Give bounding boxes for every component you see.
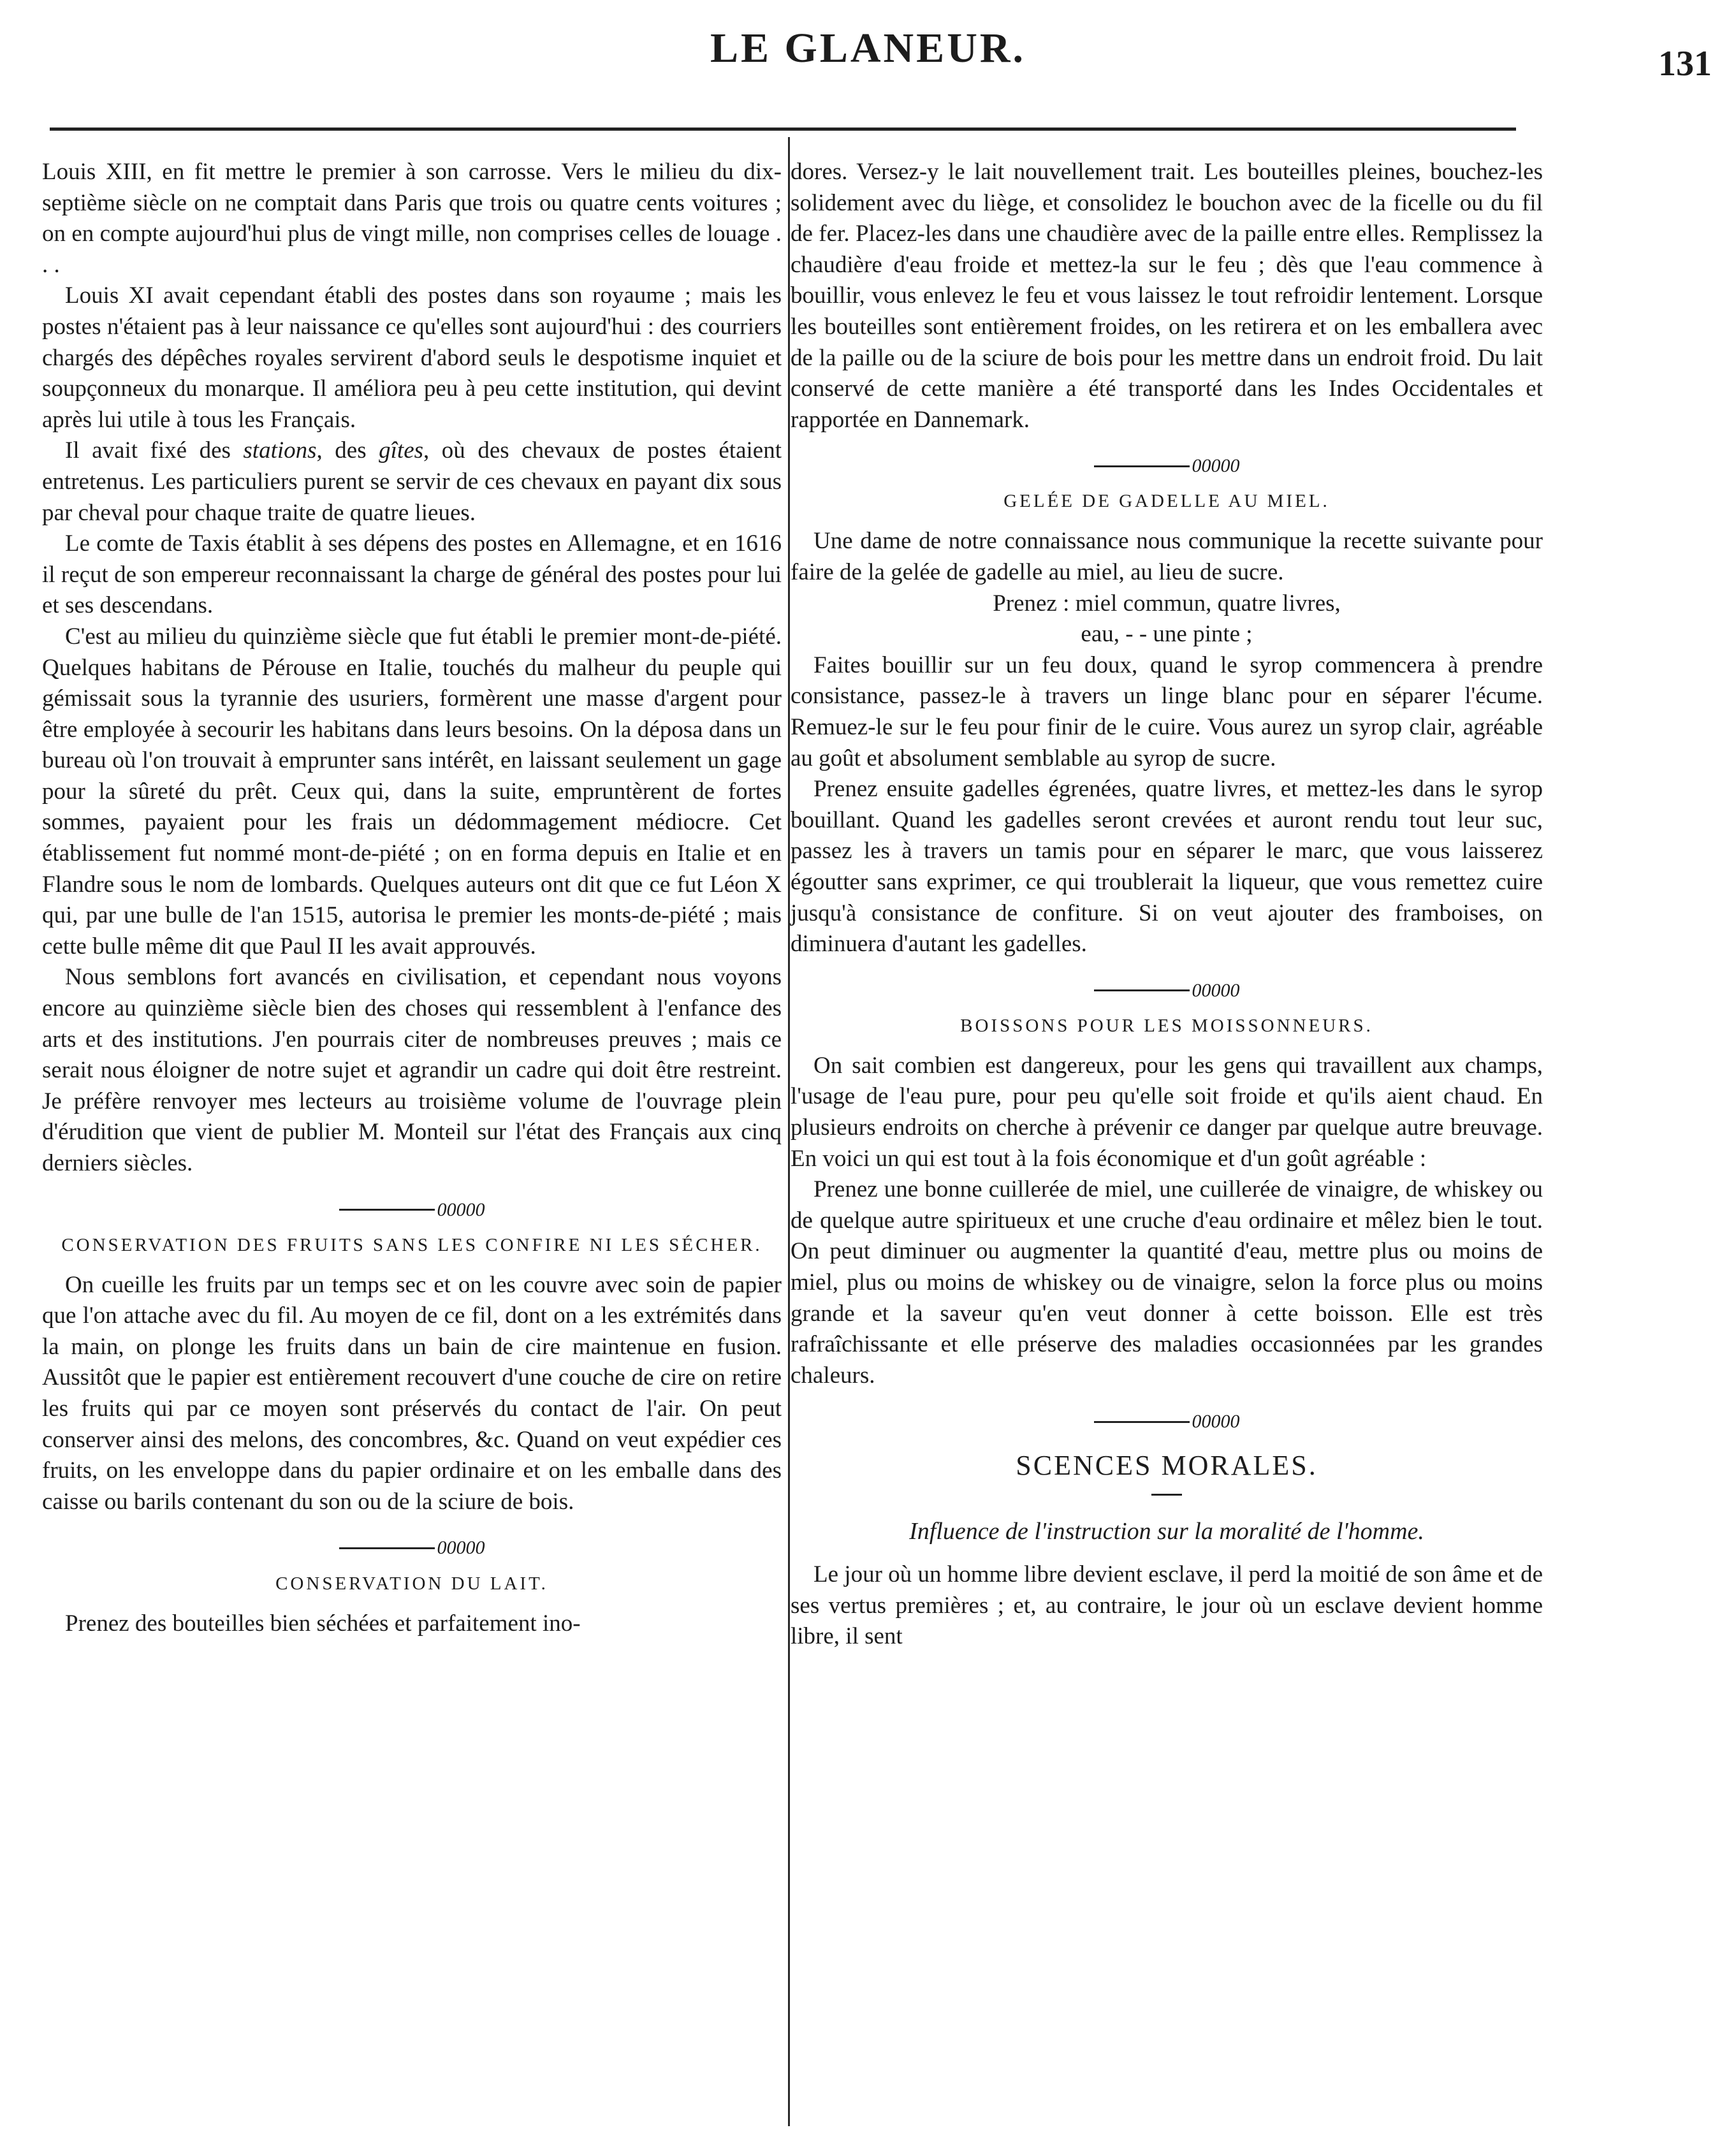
paragraph-lait-continued: dores. Versez-y le lait nouvellement trait. Les bouteilles pleines, bouchez-les solidement avec du liège, et consolidez le bouchon avec de la ficelle ou du fil de fer. Placez-les dans une chaudière avec de la paille entre elles. Remplissez la chaudière d'eau froide et mettez-la sur le feu ; dès que l'eau commence à bouillir, vous enlevez le feu et vous laissez le tout refroidir lentement. Lorsque les bouteilles sont entièrement froides, on les retirera et on les emballera avec de la paille ou de la sciure de bois pour les mettre dans un endroit froid. Du lait conservé de cette manière a été transporté dans les Indes Occidentales et rapportée en Dannemark. bbox=[791, 159, 1543, 433]
stations-term: stations bbox=[243, 437, 317, 464]
article-subtitle: Influence de l'instruction sur la moralité de l'homme. bbox=[909, 1517, 1424, 1545]
recipe-line-eau: eau, - - une pinte ; bbox=[1081, 621, 1253, 648]
paragraph-gadelles: Prenez ensuite gadelles égrenées, quatre livres, et mettez-les dans le syrop bouillant. Quand les gadelles seront crevées et auront rendu tout leur suc, passez les à travers un tamis pour en séparer le marc, que vous laisserez égoutter sans exprimer, ce qui troublerait la liqueur, que vous remettez cuire jusqu'à consistance de confiture. Si on veut ajouter des framboises, on diminuera d'autant les gadelles. bbox=[791, 776, 1543, 958]
paragraph-mont-de-piete: C'est au milieu du quinzième siècle que fut établi le premier mont-de-piété. Quelques habitans de Pérouse en Italie, touchés du malheur du peuple qui gémissait sous la tyrannie des usuriers, formèrent une masse d'argent pour être employée à secourir les habitans dans leurs besoins. On la déposa dans un bureau où l'on trouvait à emprunter sans intérêt, en laissant seulement un gage pour la sûreté du prêt. Ceux qui, dans la suite, empruntèrent de fortes sommes, payaient pour les frais un dédommagement médiocre. Cet établissement fut nommé mont-de-piété ; on en forma depuis en Italie et en Flandre sous le nom de lombards. Quelques auteurs ont dit que ce fut Léon X qui, par une bulle de l'an 1515, autorisa le premier les monts-de-piété ; mais cette bulle même dit que Paul II les avait approuvés. bbox=[42, 623, 782, 959]
heading-dash bbox=[1151, 1494, 1182, 1496]
section-heading-gelee: GELÉE DE GADELLE AU MIEL. bbox=[1003, 491, 1330, 512]
recipe-line-miel: Prenez : miel commun, quatre livres, bbox=[993, 590, 1341, 616]
paragraph-civilisation: Nous semblons fort avancés en civilisation, et cependant nous voyons encore au quinzième siècle bien des choses qui ressemblent à l'enfance des arts et des institutions. J'en pourrais citer de nombreuses preuves ; mais ce serait nous éloigner de notre sujet et agrandir un cadre qui doit être restreint. Je préfère renvoyer mes lecteurs au troisième volume de l'ouvrage plein d'érudition que vient de publier M. Monteil sur l'état des Français aux cinq derniers siècles. bbox=[42, 964, 782, 1176]
page-number: 131 bbox=[1658, 44, 1712, 84]
paragraph-carrosse: Louis XIII, en fit mettre le premier à son carrosse. Vers le milieu du dix-septième siècle on ne comptait dans Paris que trois ou quatre cents voitures ; on en compte aujourd'hui plus de vingt mille, non comprises celles de louage . . . bbox=[42, 159, 782, 278]
paragraph-taxis: Le comte de Taxis établit à ses dépens des postes en Allemagne, et en 1616 il reçut de son empereur reconnaissant la charge de général des postes pour lui et ses descendans. bbox=[42, 530, 782, 619]
paragraph-postes: Louis XI avait cependant établi des postes dans son royaume ; mais les postes n'étaient pas à leur naissance ce qu'elles sont aujourd'hui : des courriers chargés des dépêches royales servirent d'abord seuls le despotisme inquiet et soupçonneux du monarque. Il améliora peu à peu cette institution, qui devint après lui utile à tous les Français. bbox=[42, 282, 782, 433]
column-divider bbox=[788, 137, 790, 2126]
separator-line bbox=[1094, 465, 1190, 467]
paragraph-gelee-intro: Une dame de notre connaissance nous communique la recette suivante pour faire de la gelée de gadelle au miel, au lieu de sucre. bbox=[791, 528, 1543, 586]
paragraph-syrop: Faites bouillir sur un feu doux, quand le syrop commencera à prendre consistance, passez-le à travers un linge blanc pour en séparer l'écume. Remuez-le sur le feu pour finir de le cuire. Vous aurez un syrop clair, agréable au goût et absolument semblable au syrop de sucre. bbox=[791, 652, 1543, 771]
header-rule bbox=[50, 128, 1516, 131]
section-separator: 00000 bbox=[791, 452, 1543, 479]
section-heading-fruits: CONSERVATION DES FRUITS SANS LES CONFIRE NI LES SÉCHER. bbox=[61, 1234, 762, 1255]
newspaper-title: LE GLANEUR. bbox=[710, 25, 1026, 71]
section-heading-sciences: SCENCES MORALES. bbox=[1016, 1449, 1318, 1481]
paragraph-esclave: Le jour où un homme libre devient esclave, il perd la moitié de son âme et de ses vertus premières ; et, au contraire, le jour où un esclave devient homme libre, il sent bbox=[791, 1561, 1543, 1650]
separator-line bbox=[1094, 1421, 1190, 1423]
separator-line bbox=[339, 1547, 435, 1549]
section-heading-lait: CONSERVATION DU LAIT. bbox=[275, 1573, 548, 1594]
section-separator: 00000 bbox=[791, 1408, 1543, 1434]
left-column bbox=[42, 157, 782, 1639]
section-separator: 00000 bbox=[42, 1534, 782, 1561]
page-header bbox=[0, 0, 1736, 147]
paragraph-lait-start: Prenez des bouteilles bien séchées et parfaitement ino- bbox=[65, 1610, 581, 1637]
paragraph-stations: Il avait fixé des stations, des gîtes, où des chevaux de postes étaient entretenus. Les particuliers purent se servir de ces chevaux en payant dix sous par cheval pour chaque traite de quatre lieues. bbox=[42, 437, 782, 526]
gites-term: gîtes bbox=[379, 437, 424, 464]
section-heading-boissons: BOISSONS POUR LES MOISSONNEURS. bbox=[960, 1015, 1373, 1036]
paragraph-boissons-intro: On sait combien est dangereux, pour les gens qui travaillent aux champs, l'usage de l'eau pure, pour peu qu'elle soit froide et qu'ils aient chaud. En plusieurs endroits on cherche à prévenir ce danger par quelque autre breuvage. En voici un qui est tout à la fois économique et d'un goût agréable : bbox=[791, 1052, 1543, 1172]
separator-line bbox=[1094, 989, 1190, 991]
paragraph-boissons-recipe: Prenez une bonne cuillerée de miel, une cuillerée de vinaigre, de whiskey ou de quelque autre spiritueux et une cruche d'eau ordinaire et mêlez bien le tout. On peut diminuer ou augmenter la quantité d'eau, mettre plus ou moins de miel, plus ou moins de whiskey ou de vinaigre, selon la force plus ou moins grande et la saveur qu'en veut donner à cette boisson. Elle est très rafraîchissante et elle préserve des maladies occasionnées par les grandes chaleurs. bbox=[791, 1176, 1543, 1389]
paragraph-fruits: On cueille les fruits par un temps sec et on les couvre avec soin de papier que l'on attache avec du fil. Au moyen de ce fil, dont on a les extrémités dans la main, on plonge les fruits dans un bain de cire maintenue en fusion. Aussitôt que le papier est entièrement recouvert d'une couche de cire on retire les fruits qui par ce moyen sont préservés du contact de l'air. On peut conserver ainsi des melons, des concombres, &c. Quand on veut expédier ces fruits, on les enveloppe dans du papier ordinaire et on les emballe dans des caisse ou barils contenant du son ou de la sciure de bois. bbox=[42, 1271, 782, 1515]
section-separator: 00000 bbox=[791, 977, 1543, 1003]
separator-line bbox=[339, 1209, 435, 1211]
section-separator: 00000 bbox=[42, 1196, 782, 1223]
right-column bbox=[791, 157, 1543, 1652]
